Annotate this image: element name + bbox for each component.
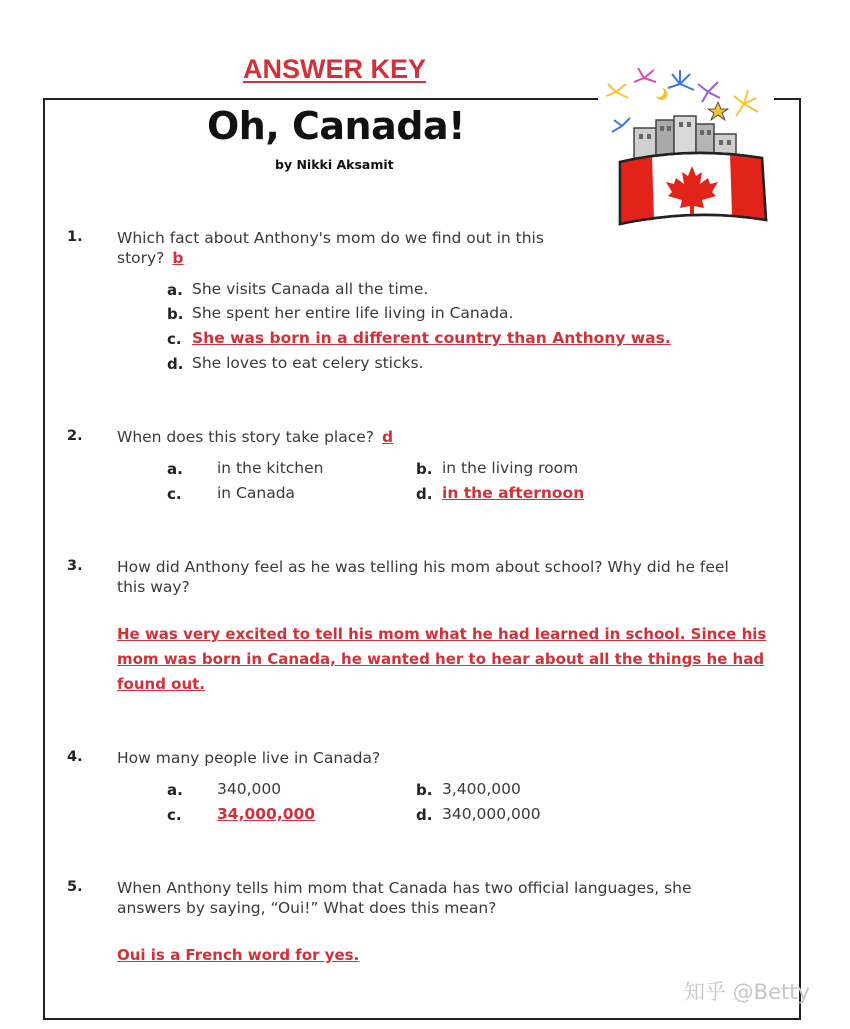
q1-option-d-letter: d. <box>167 355 184 373</box>
question-5-line-1: When Anthony tells him mom that Canada has two official languages, she <box>117 879 692 897</box>
q1-option-c-letter: c. <box>167 330 182 348</box>
q2-option-b-letter: b. <box>416 460 433 478</box>
q2-option-c-text: in Canada <box>217 484 296 502</box>
q4-option-c-correct: 34,000,000 <box>217 805 316 823</box>
q1-option-b-letter: b. <box>167 305 184 323</box>
q4-option-d-letter: d. <box>416 806 433 824</box>
q2-option-d-correct: in the afternoon <box>442 484 585 502</box>
q2-option-a-text: in the kitchen <box>217 459 324 477</box>
q4-option-b-text: 3,400,000 <box>442 780 521 798</box>
q4-option-c-letter: c. <box>167 806 182 824</box>
question-2-answer: d <box>382 428 394 446</box>
q3-answer-line-3: found out. <box>117 675 206 693</box>
q4-option-d-text: 340,000,000 <box>442 805 541 823</box>
worksheet-title: Oh, Canada! <box>207 104 465 148</box>
question-1-number: 1. <box>67 229 83 245</box>
question-3-line-1: How did Anthony feel as he was telling his mom about school? Why did he feel <box>117 558 729 576</box>
question-5-line-2: answers by saying, “Oui!” What does this mean? <box>117 899 497 917</box>
q1-option-a-text: She visits Canada all the time. <box>192 280 429 298</box>
byline: by Nikki Aksamit <box>275 157 394 172</box>
answer-key-heading: ANSWER KEY <box>243 54 427 84</box>
question-1-answer: b <box>172 249 184 267</box>
question-1-line-1: Which fact about Anthony's mom do we find out in this <box>117 229 544 247</box>
question-3-answer <box>117 622 766 697</box>
q3-answer-line-2: mom was born in Canada, he wanted her to hear about all the things he had <box>117 650 765 668</box>
q1-option-a-letter: a. <box>167 281 183 299</box>
question-4-text: How many people live in Canada? <box>117 749 381 767</box>
question-1-line-2: story? b <box>117 249 184 267</box>
q2-option-b-text: in the living room <box>442 459 579 477</box>
question-3-line-2: this way? <box>117 578 190 596</box>
q1-option-d-text: She loves to eat celery sticks. <box>192 354 424 372</box>
q1-option-c-correct: She was born in a different country than Anthony was. <box>192 329 671 347</box>
question-2-number: 2. <box>67 428 83 444</box>
q2-option-c-letter: c. <box>167 485 182 503</box>
q4-option-a-text: 340,000 <box>217 780 282 798</box>
q2-option-d-letter: d. <box>416 485 433 503</box>
question-5-text <box>117 878 692 918</box>
watermark: 知乎 @Betty <box>684 980 810 1004</box>
q2-option-a-letter: a. <box>167 460 183 478</box>
q3-answer-line-1: He was very excited to tell his mom what he had learned in school. Since his <box>117 625 767 643</box>
question-4-number: 4. <box>67 749 83 765</box>
question-5-answer: Oui is a French word for yes. <box>117 946 360 964</box>
q4-option-a-letter: a. <box>167 781 183 799</box>
q4-option-b-letter: b. <box>416 781 433 799</box>
question-3-text <box>117 557 729 597</box>
q1-option-b-text: She spent her entire life living in Canada. <box>192 304 514 322</box>
question-1-text <box>117 228 544 268</box>
canada-flag-fireworks-icon <box>598 62 774 238</box>
question-2-text: When does this story take place? d <box>117 428 394 446</box>
question-5-number: 5. <box>67 879 83 895</box>
question-3-number: 3. <box>67 558 83 574</box>
